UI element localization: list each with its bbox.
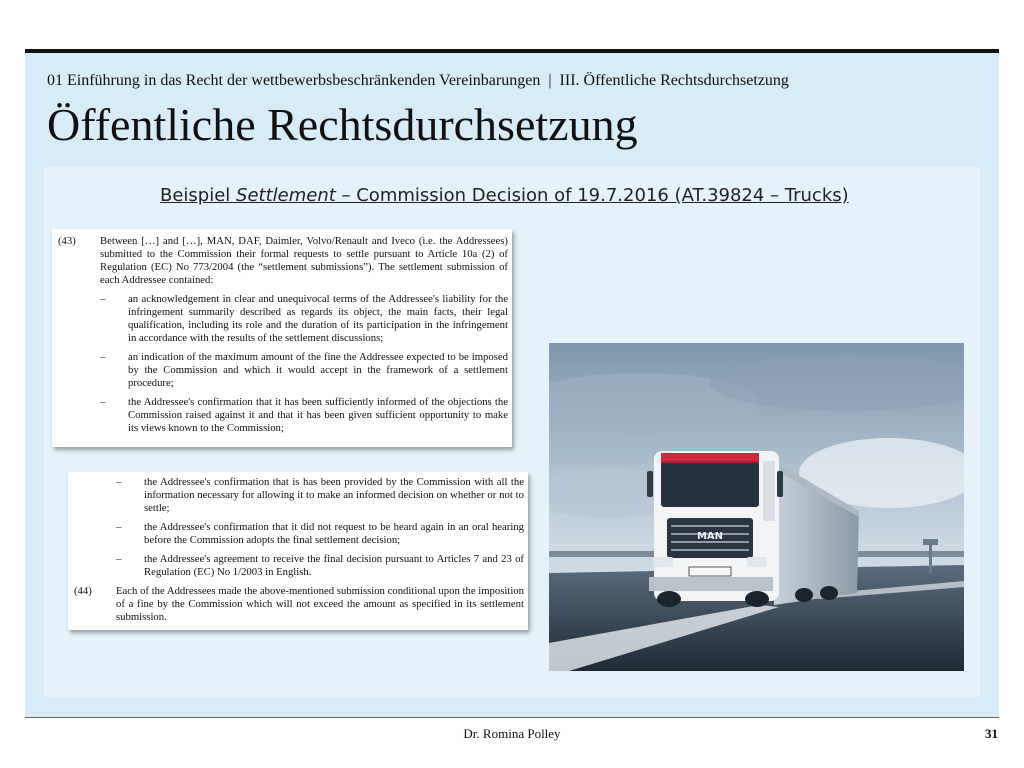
decision-excerpt-2: [68, 472, 528, 630]
list-dash: –: [100, 396, 106, 408]
list-item-text: an acknowledgement in clear and unequivocal terms of the Addressee's liability for the infringement summarily described as regards its object, the main facts, their legal qualification, including its role and the duration of its participation in the infringement in accordance with the results of the settlement discussions;: [128, 293, 508, 344]
list-item-text: the Addressee's confirmation that it did not request to be heard again in an oral hearing before the Commission adopts the final settlement decision;: [144, 521, 524, 546]
breadcrumb-chapter: 01 Einführung in das Recht der wettbewerbsbeschränkenden Vereinbarungen: [47, 72, 541, 89]
list-item: [116, 553, 524, 579]
list-item-text: the Addressee's confirmation that it has been sufficiently informed of the objections the Commission raised against it and that it has been given sufficient opportunity to make its views known to the Commission;: [128, 396, 508, 434]
paragraph-number: (44): [74, 585, 92, 597]
list-dash: –: [116, 476, 122, 488]
panel-heading: [160, 185, 849, 206]
list-item: [100, 351, 508, 390]
list-item-text: the Addressee's agreement to receive the final decision pursuant to Articles 7 and 23 of Regulation (EC) No 1/2003 in English.: [144, 553, 524, 578]
paragraph-44: [74, 585, 524, 624]
paragraph-text: Each of the Addressees made the above-mentioned submission conditional upon the imposition of a fine by the Commission which will not exceed the amount as specified in its settlement submission.: [116, 585, 524, 623]
page-title: Öffentliche Rechtsdurchsetzung: [47, 99, 638, 150]
heading-italic: Settlement: [236, 185, 336, 206]
list-item-text: the Addressee's confirmation that is has been provided by the Commission with all the information necessary for allowing it to make an informed decision on whether or not to settle;: [144, 476, 524, 514]
list-item: [100, 396, 508, 435]
truck-brand-label: MAN: [696, 531, 724, 542]
paragraph-text: Between […] and […], MAN, DAF, Daimler, Volvo/Renault and Iveco (i.e. the Addressees) submitted to the Commission their formal requests to settle pursuant to Article 10a (2) of Regulation (EC) No 773/2004 (the “settlement submissions”). The settlement submission of each Addressee contained:: [100, 235, 508, 286]
footer-author: Dr. Romina Polley: [463, 726, 561, 741]
list-dash: –: [100, 293, 106, 305]
list-dash: –: [116, 521, 122, 533]
truck-photo: [549, 343, 964, 671]
heading-suffix: – Commission Decision of 19.7.2016 (AT.39824 – Trucks): [335, 185, 849, 206]
paragraph-43: [58, 235, 508, 287]
list-item-text: an indication of the maximum amount of the fine the Addressee expected to be imposed by the Commission and which it would accept in the framework of a settlement procedure;: [128, 351, 508, 389]
list-item: [116, 521, 524, 547]
list-item: [100, 293, 508, 345]
decision-excerpt-1: [52, 229, 512, 447]
list-dash: –: [116, 553, 122, 565]
breadcrumb: [47, 72, 789, 90]
heading-prefix: Beispiel: [160, 185, 237, 206]
page-number: 31: [985, 726, 998, 741]
list-item: [116, 476, 524, 515]
list-dash: –: [100, 351, 106, 363]
footer-rule: [25, 717, 999, 718]
breadcrumb-section: III. Öffentliche Rechtsdurchsetzung: [559, 72, 789, 89]
breadcrumb-separator: |: [548, 72, 552, 89]
paragraph-number: (43): [58, 235, 76, 247]
